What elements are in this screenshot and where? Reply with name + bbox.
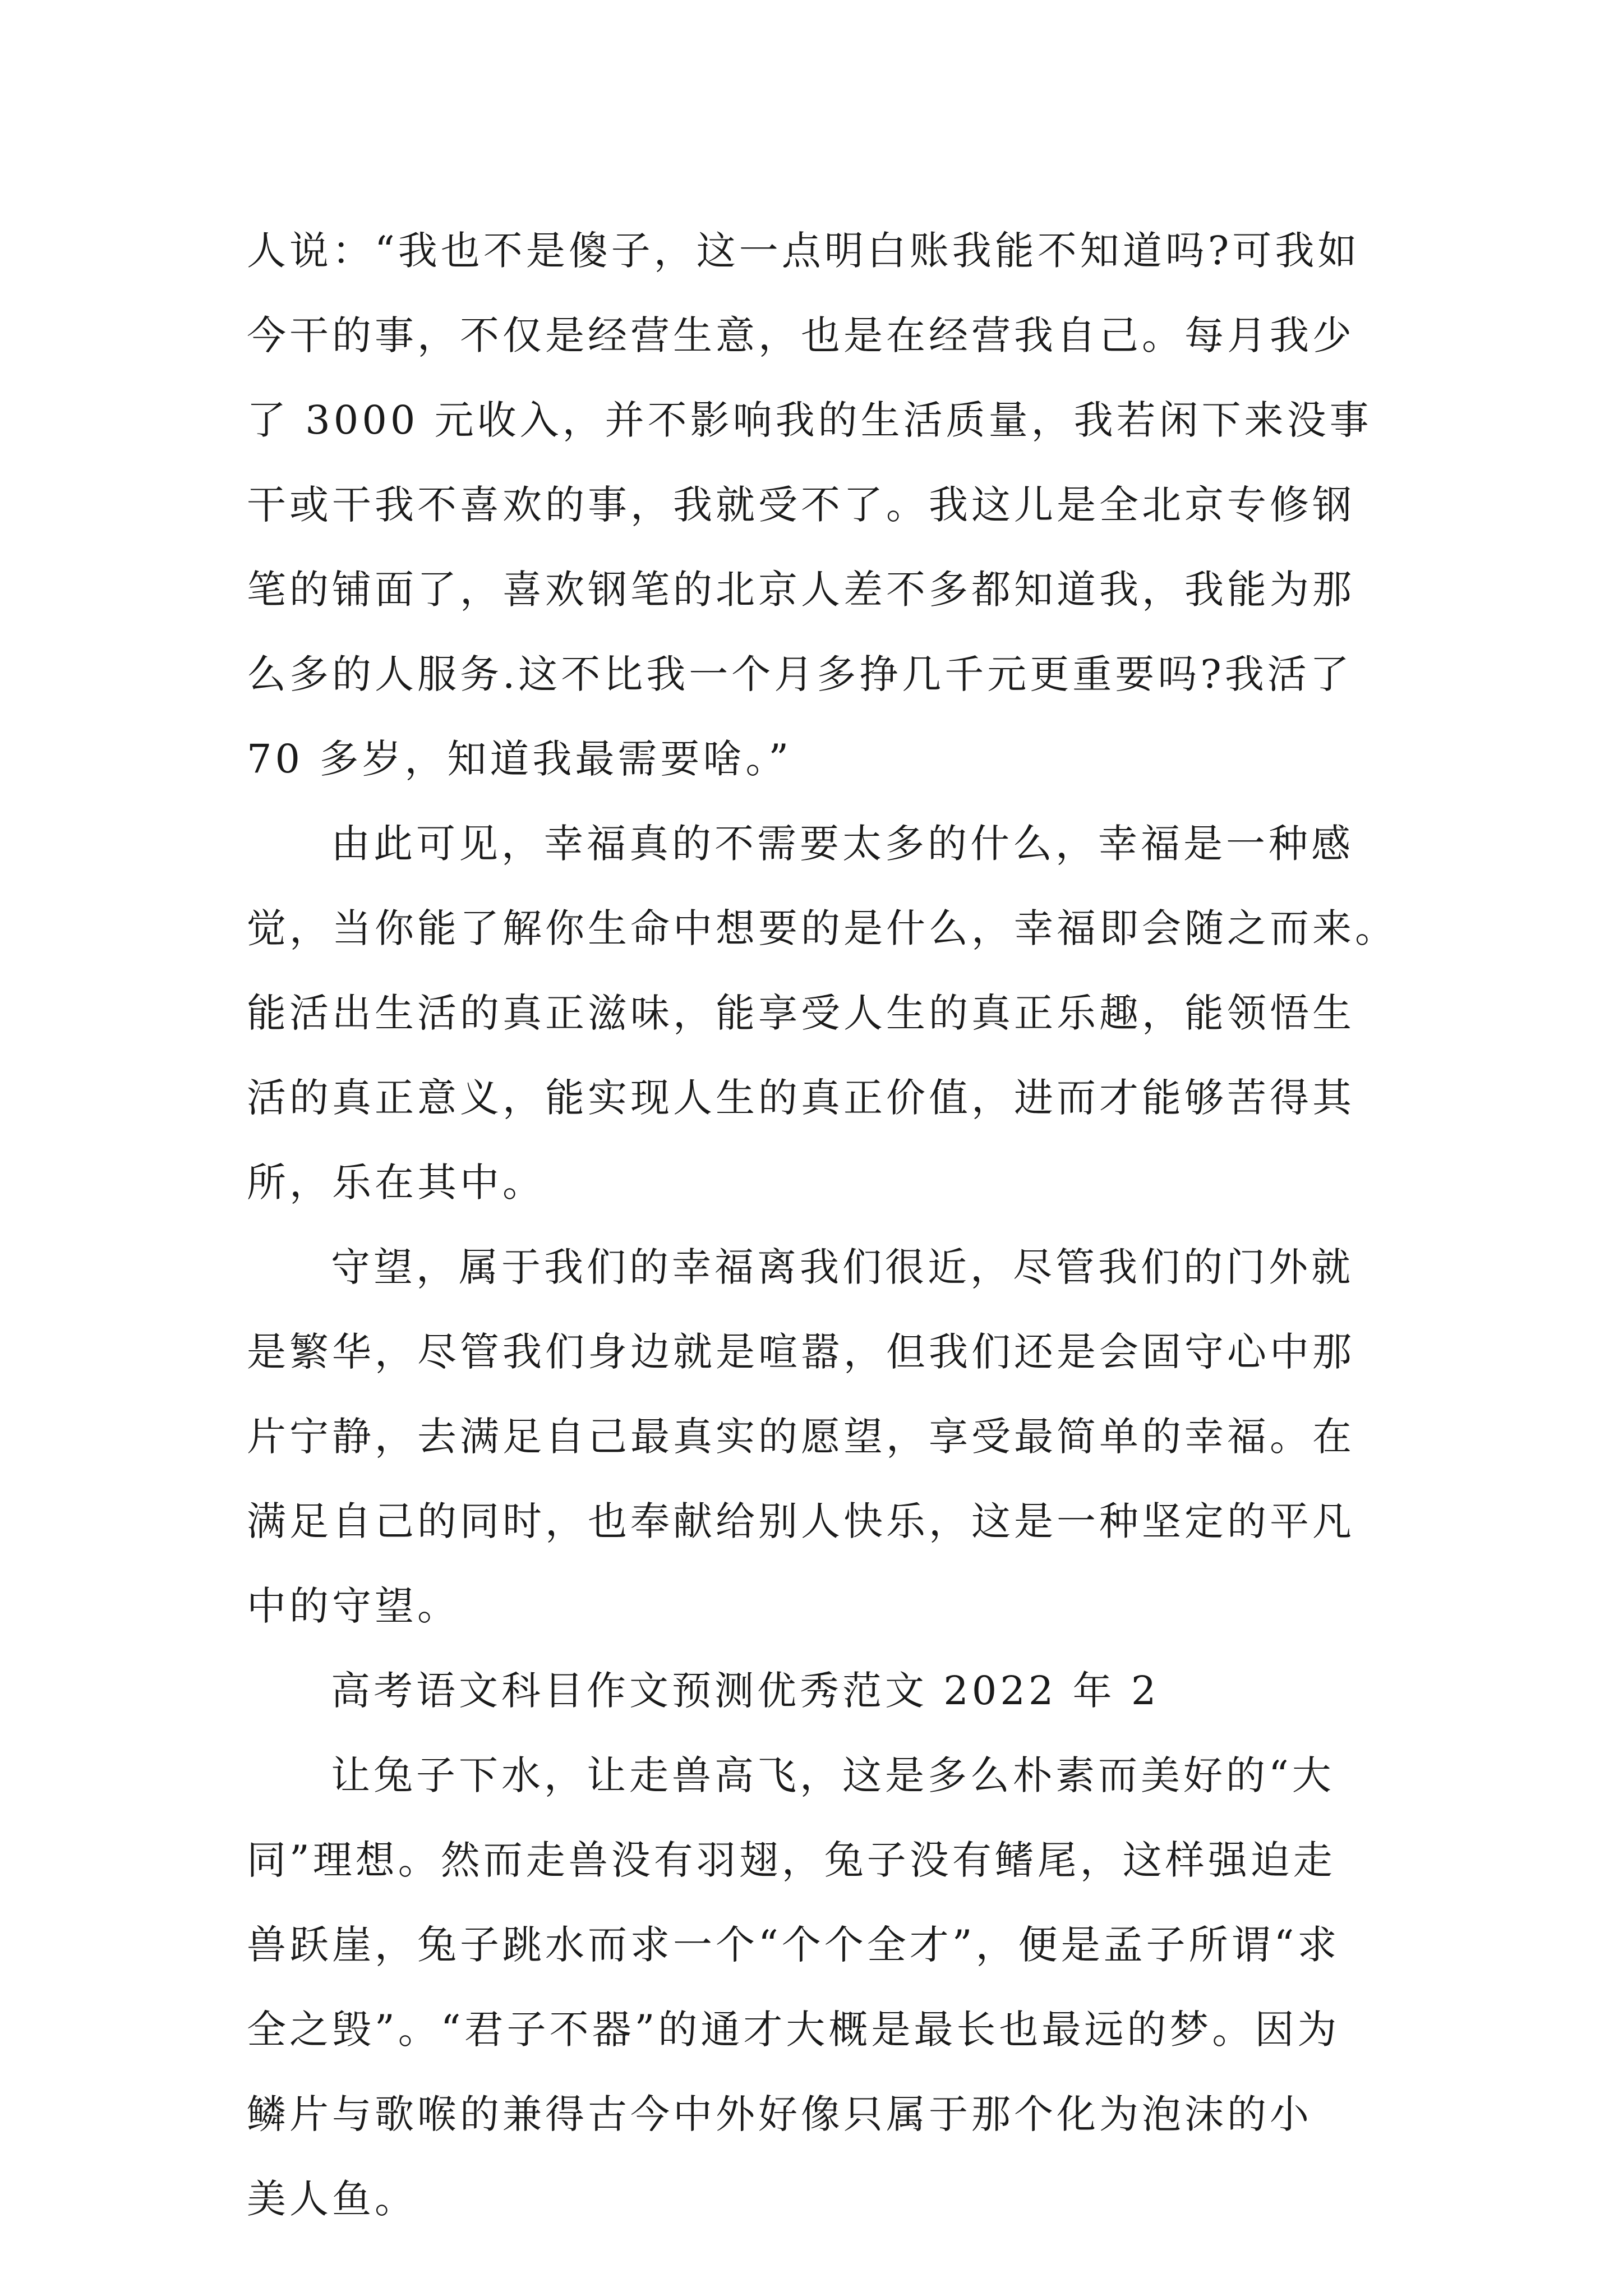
text-line: 兽跃崖，兔子跳水而求一个“个个全才”，便是孟子所谓“求 <box>247 1922 1340 1968</box>
text-line: 活的真正意义，能实现人生的真正价值，进而才能够苦得其 <box>247 1075 1355 1121</box>
text-line: 鳞片与歌喉的兼得古今中外好像只属于那个化为泡沫的小 <box>247 2091 1312 2137</box>
text-line: 所，乐在其中。 <box>247 1159 545 1205</box>
text-line: 同”理想。然而走兽没有羽翅，兔子没有鳍尾，这样强迫走 <box>247 1837 1336 1883</box>
text-line: 中的守望。 <box>247 1583 460 1629</box>
text-line: 美人鱼。 <box>247 2176 417 2222</box>
text-line: 是繁华，尽管我们身边就是喧嚣，但我们还是会固守心中那 <box>247 1329 1355 1375</box>
text-line: 70 多岁，知道我最需要啥。” <box>247 736 792 782</box>
section-heading: 高考语文科目作文预测优秀范文 2022 年 2 <box>331 1668 1160 1714</box>
text-line: 全之毁”。“君子不器”的通才大概是最长也最远的梦。因为 <box>247 2007 1340 2053</box>
text-line: 能活出生活的真正滋味，能享受人生的真正乐趣，能领悟生 <box>247 990 1355 1036</box>
text-line: 觉，当你能了解你生命中想要的是什么，幸福即会随之而来。 <box>247 905 1398 951</box>
text-line: 片宁静，去满足自己最真实的愿望，享受最简单的幸福。在 <box>247 1414 1355 1460</box>
paragraph-start-line: 让兔子下水，让走兽高飞，这是多么朴素而美好的“大 <box>331 1752 1335 1798</box>
text-line: 人说：“我也不是傻子，这一点明白账我能不知道吗?可我如 <box>247 228 1361 274</box>
text-line: 笔的铺面了，喜欢钢笔的北京人差不多都知道我，我能为那 <box>247 567 1355 613</box>
text-line: 了 3000 元收入，并不影响我的生活质量，我若闲下来没事 <box>247 397 1372 443</box>
document-body <box>247 209 1402 2242</box>
paragraph-start-line: 由此可见，幸福真的不需要太多的什么，幸福是一种感 <box>331 821 1354 867</box>
paragraph-start-line: 守望，属于我们的幸福离我们很近，尽管我们的门外就 <box>331 1244 1354 1290</box>
text-line: 干或干我不喜欢的事，我就受不了。我这儿是全北京专修钢 <box>247 482 1355 528</box>
text-line: 今干的事，不仅是经营生意，也是在经营我自己。每月我少 <box>247 312 1355 358</box>
text-line: 满足自己的同时，也奉献给别人快乐，这是一种坚定的平凡 <box>247 1498 1355 1544</box>
text-line: 么多的人服务.这不比我一个月多挣几千元更重要吗?我活了 <box>247 651 1353 697</box>
